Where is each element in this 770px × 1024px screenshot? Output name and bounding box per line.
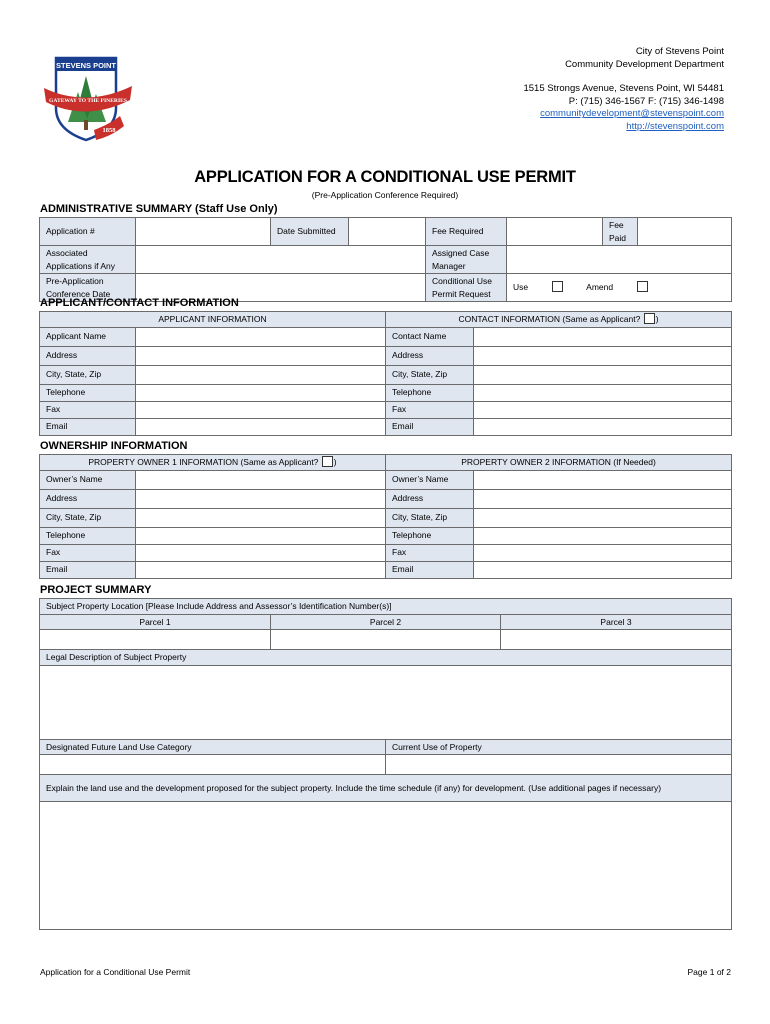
applicant-heading: APPLICANT/CONTACT INFORMATION: [40, 297, 239, 309]
parcel-1-label: Parcel 1: [40, 614, 271, 630]
applicant-table: [39, 311, 732, 436]
property-location-label: Subject Property Location [Please Include Address and Assessor’s Identification Number(s)]: [40, 599, 732, 615]
contact-telephone-field[interactable]: [474, 384, 732, 401]
future-land-use-label: Designated Future Land Use Category: [40, 739, 386, 755]
owner2-email-label: Email: [386, 561, 474, 578]
email-link[interactable]: communitydevelopment@stevenspoint.com: [540, 108, 724, 120]
associated-apps-field[interactable]: [136, 246, 426, 274]
contact-block: [404, 46, 724, 134]
contact-info-header: CONTACT INFORMATION (Same as Applicant? ): [386, 312, 732, 328]
contact-address-label: Address: [386, 346, 474, 365]
contact-fax-label: Fax: [386, 401, 474, 418]
fee-paid-label: Fee Paid: [603, 218, 638, 246]
case-manager-label: Assigned Case Manager: [426, 246, 507, 274]
applicant-address-label: Address: [40, 346, 136, 365]
owner-same-as-applicant-checkbox[interactable]: [322, 456, 333, 467]
contact-telephone-label: Telephone: [386, 384, 474, 401]
owner2-city-label: City, State, Zip: [386, 508, 474, 527]
logo-year: 1858: [102, 127, 116, 134]
owner1-city-field[interactable]: [136, 508, 386, 527]
owner1-fax-label: Fax: [40, 544, 136, 561]
contact-email-label: Email: [386, 418, 474, 435]
ownership-heading: OWNERSHIP INFORMATION: [40, 440, 188, 452]
parcel-3-label: Parcel 3: [501, 614, 732, 630]
owner1-name-field[interactable]: [136, 470, 386, 489]
contact-fax-field[interactable]: [474, 401, 732, 418]
page-number: Page 1 of 2: [687, 967, 731, 977]
project-heading: PROJECT SUMMARY: [40, 584, 152, 596]
preapp-date-label: Pre-Application Conference Date: [40, 274, 136, 302]
owner2-fax-field[interactable]: [474, 544, 732, 561]
logo-ribbon-text: GATEWAY TO THE PINERIES: [49, 98, 127, 104]
legal-description-field[interactable]: [40, 665, 732, 739]
contact-city-label: City, State, Zip: [386, 365, 474, 384]
future-land-use-field[interactable]: [40, 755, 386, 775]
department-name: Community Development Department: [565, 58, 724, 70]
address: 1515 Strongs Avenue, Stevens Point, WI 54481: [523, 83, 724, 95]
owner1-info-header: PROPERTY OWNER 1 INFORMATION (Same as Applicant? ): [40, 455, 386, 471]
applicant-info-header: APPLICANT INFORMATION: [40, 312, 386, 328]
ownership-table: [39, 454, 732, 579]
applicant-address-field[interactable]: [136, 346, 386, 365]
explain-land-use-field[interactable]: [40, 802, 732, 930]
owner2-city-field[interactable]: [474, 508, 732, 527]
use-checkbox[interactable]: [552, 281, 563, 292]
legal-description-label: Legal Description of Subject Property: [40, 650, 732, 666]
contact-name-label: Contact Name: [386, 327, 474, 346]
owner2-name-field[interactable]: [474, 470, 732, 489]
logo-top-text: STEVENS POINT: [55, 61, 117, 70]
fee-paid-field[interactable]: [638, 218, 732, 246]
parcel-2-label: Parcel 2: [271, 614, 501, 630]
owner2-telephone-label: Telephone: [386, 527, 474, 544]
owner2-email-field[interactable]: [474, 561, 732, 578]
associated-apps-label: Associated Applications if Any: [40, 246, 136, 274]
owner1-telephone-field[interactable]: [136, 527, 386, 544]
applicant-telephone-field[interactable]: [136, 384, 386, 401]
owner1-email-label: Email: [40, 561, 136, 578]
owner2-name-label: Owner’s Name: [386, 470, 474, 489]
amend-checkbox[interactable]: [637, 281, 648, 292]
applicant-fax-field[interactable]: [136, 401, 386, 418]
use-label: Use: [513, 282, 529, 293]
case-manager-field[interactable]: [507, 246, 732, 274]
contact-name-field[interactable]: [474, 327, 732, 346]
owner1-telephone-label: Telephone: [40, 527, 136, 544]
owner2-info-header: PROPERTY OWNER 2 INFORMATION (If Needed): [386, 455, 732, 471]
project-table: [39, 598, 732, 930]
applicant-email-field[interactable]: [136, 418, 386, 435]
owner2-address-field[interactable]: [474, 489, 732, 508]
website-link[interactable]: http://stevenspoint.com: [626, 120, 724, 132]
cup-request-label: Conditional Use Permit Request: [426, 274, 507, 302]
owner1-address-label: Address: [40, 489, 136, 508]
parcel-1-field[interactable]: [40, 630, 271, 650]
applicant-city-label: City, State, Zip: [40, 365, 136, 384]
contact-address-field[interactable]: [474, 346, 732, 365]
date-submitted-field[interactable]: [349, 218, 426, 246]
owner1-name-label: Owner’s Name: [40, 470, 136, 489]
contact-city-field[interactable]: [474, 365, 732, 384]
fee-required-label: Fee Required: [426, 218, 507, 246]
applicant-telephone-label: Telephone: [40, 384, 136, 401]
current-use-label: Current Use of Property: [386, 739, 732, 755]
current-use-field[interactable]: [386, 755, 732, 775]
fee-required-field[interactable]: [507, 218, 603, 246]
date-submitted-label: Date Submitted: [271, 218, 349, 246]
org-name: City of Stevens Point: [635, 46, 724, 57]
applicant-name-label: Applicant Name: [40, 327, 136, 346]
form-subtitle: (Pre-Application Conference Required): [311, 190, 459, 200]
owner1-email-field[interactable]: [136, 561, 386, 578]
city-logo: [44, 50, 132, 146]
application-number-field[interactable]: [136, 218, 271, 246]
owner2-address-label: Address: [386, 489, 474, 508]
footer-title: Application for a Conditional Use Permit: [40, 967, 191, 977]
applicant-city-field[interactable]: [136, 365, 386, 384]
contact-email-field[interactable]: [474, 418, 732, 435]
applicant-fax-label: Fax: [40, 401, 136, 418]
owner1-fax-field[interactable]: [136, 544, 386, 561]
phone-fax: P: (715) 346-1567 F: (715) 346-1498: [568, 95, 724, 107]
owner1-city-label: City, State, Zip: [40, 508, 136, 527]
parcel-2-field[interactable]: [271, 630, 501, 650]
applicant-name-field[interactable]: [136, 327, 386, 346]
owner2-fax-label: Fax: [386, 544, 474, 561]
admin-heading: ADMINISTRATIVE SUMMARY (Staff Use Only): [40, 203, 278, 215]
owner1-address-field[interactable]: [136, 489, 386, 508]
owner2-telephone-field[interactable]: [474, 527, 732, 544]
applicant-email-label: Email: [40, 418, 136, 435]
admin-table: [39, 217, 732, 302]
cup-request-options: [507, 274, 732, 302]
amend-label: Amend: [586, 282, 614, 293]
parcel-3-field[interactable]: [501, 630, 732, 650]
explain-land-use-label: Explain the land use and the development proposed for the subject property. Include the time schedule (if any) for development. (Use additional pages if necessary): [40, 775, 732, 802]
form-title: APPLICATION FOR A CONDITIONAL USE PERMIT: [194, 168, 576, 186]
application-number-label: Application #: [40, 218, 136, 246]
same-as-applicant-checkbox[interactable]: [644, 313, 655, 324]
